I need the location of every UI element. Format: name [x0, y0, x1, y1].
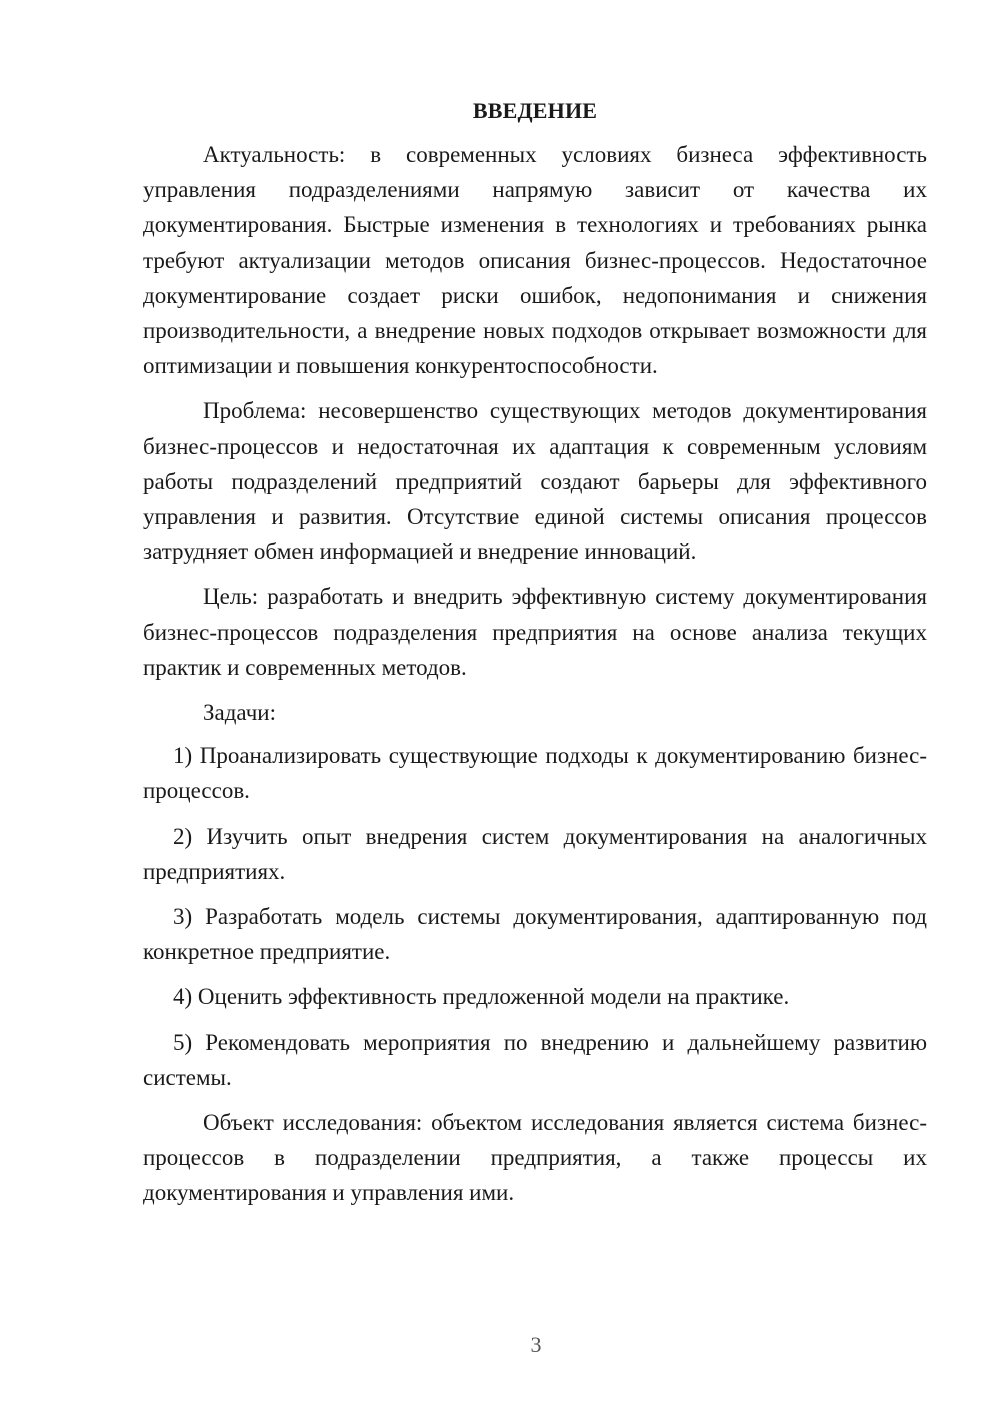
paragraph-object: Объект исследования: объектом исследования является система бизнес-процессов в подразделении предприятия, а также процессы их документирования и управления ими.: [143, 1110, 927, 1206]
task-item: 3) Разработать модель системы документирования, адаптированную под конкретное предприятие.: [143, 904, 927, 965]
task-item: 1) Проанализировать существующие подходы к документированию бизнес-процессов.: [143, 743, 927, 804]
task-item: 4) Оценить эффективность предложенной модели на практике.: [173, 984, 790, 1010]
page-content: [143, 96, 927, 1221]
page-number: 3: [530, 1332, 542, 1357]
paragraph-relevance: Актуальность: в современных условиях бизнеса эффективность управления подразделениями напрямую зависит от качества их документирования. Быстрые изменения в технологиях и требованиях рынка требуют актуализации методов описания бизнес-процессов. Недостаточное документирование создает риски ошибок, недопонимания и снижения производительности, а внедрение новых подходов открывает возможности для оптимизации и повышения конкурентоспособности.: [143, 142, 927, 379]
task-item: 5) Рекомендовать мероприятия по внедрению и дальнейшему развитию системы.: [143, 1029, 927, 1090]
task-item: 2) Изучить опыт внедрения систем документирования на аналогичных предприятиях.: [143, 823, 927, 884]
section-heading: ВВЕДЕНИЕ: [472, 98, 598, 123]
paragraph-problem: Проблема: несовершенство существующих методов документирования бизнес-процессов и недостаточная их адаптация к современным условиям работы подразделений предприятий создают барьеры для эффективного управления и развития. Отсутствие единой системы описания процессов затрудняет обмен информацией и внедрение инноваций.: [143, 398, 927, 565]
tasks-label: Задачи:: [203, 700, 276, 726]
tasks-list: [143, 738, 927, 1095]
paragraph-goal: Цель: разработать и внедрить эффективную систему документирования бизнес-процессов подразделения предприятия на основе анализа текущих практик и современных методов.: [143, 584, 927, 680]
